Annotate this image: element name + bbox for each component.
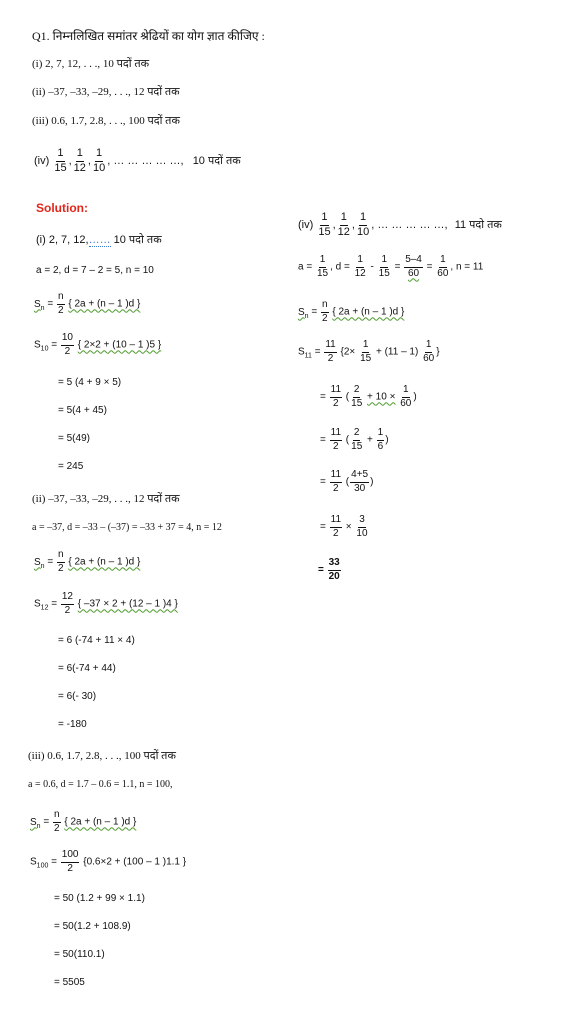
fraction: $\frac{1}{15}$ (318, 211, 331, 238)
fraction: $\frac{n}{2}$ (57, 291, 64, 316)
part-iii-sn-formula: $S_n$ = $\frac{n}{2}$ { 2a + (n – 1 )d } (30, 809, 137, 834)
fraction: $\frac{1}{10}$ (356, 211, 370, 238)
fraction: $\frac{2}{15}$ (351, 427, 363, 452)
question-item-2: (ii) –37, –33, –29, . . ., 12 पदों तक (32, 86, 180, 98)
question-title: Q1. निम्नलिखित समांतर श्रेढियों का योग ज्ञात कीजिए : (32, 29, 265, 43)
fraction: $\frac{1}{12}$ (354, 254, 366, 279)
part-iii-step-4: = 5505 (54, 977, 85, 988)
part-iii-s100: $S_{100}$ = $\frac{100}{2}$ {0.6×2 + (100 – 1 )1.1 } (30, 849, 187, 874)
item-4-suffix: 10 पदों तक (192, 154, 241, 167)
fraction: $\frac{1}{12}$ (337, 211, 350, 238)
item-4-prefix: (iv) (34, 154, 50, 167)
part-ii-step-3: = 6(- 30) (58, 691, 97, 702)
part-ii-given: a = –37, d = –33 – (–37) = –33 + 37 = 4, n = 12 (32, 522, 222, 533)
part-ii-step-2: = 6(-74 + 44) (58, 663, 116, 674)
fraction: $\frac{5-4}{60}$ (405, 254, 422, 279)
fraction: $\frac{11}{2}$ (325, 339, 336, 364)
part-i-s10: $S_{10}$ = $\frac{10}{2}$ { 2×2 + (10 – 1 )5 } (34, 332, 162, 357)
part-iv-s11: $S_{11}$ = $\frac{11}{2}$ {2× $\frac{1}{15}$ + (11 – 1) $\frac{1}{60}$ } (298, 339, 440, 364)
fraction: $\frac{1}{60}$ (400, 384, 412, 409)
fraction: $\frac{11}{2}$ (330, 469, 342, 494)
part-iii-step-2: = 50(1.2 + 108.9) (54, 921, 131, 932)
part-iii-step-1: = 50 (1.2 + 99 × 1.1) (54, 893, 145, 904)
fraction: $\frac{11}{2}$ (330, 427, 342, 452)
part-ii-sn-formula: $S_n$ = $\frac{n}{2}$ { 2a + (n – 1 )d } (34, 549, 141, 574)
ellipsis: …… (88, 234, 111, 246)
part-iv-step-3: = $\frac{11}{2}$ ( $\frac{4+5}{30}$ ) (320, 469, 374, 494)
part-ii-s12: $S_{12}$ = $\frac{12}{2}$ { –37 × 2 + (12 – 1 )4 } (34, 591, 178, 616)
fraction: $\frac{n}{2}$ (53, 809, 60, 834)
fraction: $\frac{1}{10}$ (92, 147, 106, 174)
question-item-4: (iv) $\frac{1}{15}$ , $\frac{1}{12}$ , $\frac{1}{10}$ , … … … … …, 10 पदों तक (34, 147, 241, 174)
fraction: $\frac{n}{2}$ (57, 549, 64, 574)
question-item-1: (i) 2, 7, 12, . . ., 10 पदों तक (32, 58, 150, 70)
part-i-step-4: = 245 (58, 461, 84, 472)
question-item-3: (iii) 0.6, 1.7, 2.8, . . ., 100 पदों तक (32, 115, 180, 127)
part-iii-given: a = 0.6, d = 1.7 – 0.6 = 1.1, n = 100, (28, 779, 173, 790)
part-iii-step-3: = 50(110.1) (54, 949, 105, 960)
part-iv-sn-formula: $S_n$ = $\frac{n}{2}$ { 2a + (n – 1 )d } (298, 299, 405, 324)
fraction: $\frac{3}{10}$ (356, 514, 368, 539)
fraction: $\frac{100}{2}$ (61, 849, 79, 874)
part-iv-given: a = $\frac{1}{15}$ , d = $\frac{1}{12}$ - $\frac{1}{15}$ = $\frac{5-4}{60}$ = $\frac{1}{60}$ , n = 11 (298, 254, 484, 279)
fraction: $\frac{1}{15}$ (316, 254, 329, 279)
part-i-heading: (i) 2, 7, 12,…… 10 पदो तक (36, 234, 162, 246)
part-i-step-1: = 5 (4 + 9 × 5) (58, 377, 122, 388)
part-iv-heading: (iv) $\frac{1}{15}$ , $\frac{1}{12}$ , $\frac{1}{10}$ , … … … … …, 11 पदो तक (298, 211, 502, 238)
fraction: $\frac{1}{15}$ (378, 254, 390, 279)
fraction: $\frac{n}{2}$ (321, 299, 328, 324)
ellipsis: , … … … … …, (107, 154, 184, 167)
fraction: $\frac{33}{20}$ (328, 557, 340, 582)
fraction: $\frac{12}{2}$ (61, 591, 73, 616)
part-ii-step-1: = 6 (-74 + 11 × 4) (58, 635, 135, 646)
fraction: $\frac{1}{6}$ (377, 427, 384, 452)
part-ii-heading: (ii) –37, –33, –29, . . ., 12 पदों तक (32, 493, 180, 505)
solution-label: Solution: (36, 201, 88, 215)
part-ii-step-4: = -180 (58, 719, 87, 730)
part-i-given: a = 2, d = 7 – 2 = 5, n = 10 (36, 265, 154, 276)
fraction: $\frac{11}{2}$ (330, 384, 342, 409)
part-iv-step-4: = $\frac{11}{2}$ × $\frac{3}{10}$ (320, 514, 368, 539)
fraction: $\frac{1}{60}$ (423, 339, 435, 364)
fraction: $\frac{1}{15}$ (360, 339, 372, 364)
part-i-sn-formula: $S_n$ = $\frac{n}{2}$ { 2a + (n – 1 )d } (34, 291, 141, 316)
fraction: $\frac{1}{60}$ (437, 254, 449, 279)
fraction: $\frac{10}{2}$ (61, 332, 73, 357)
part-iv-result: = $\frac{33}{20}$ (318, 557, 340, 582)
part-iii-heading: (iii) 0.6, 1.7, 2.8, . . ., 100 पदों तक (28, 750, 176, 762)
fraction: $\frac{11}{2}$ (330, 514, 342, 539)
fraction: $\frac{1}{15}$ (54, 147, 67, 174)
fraction: $\frac{1}{12}$ (73, 147, 86, 174)
part-i-step-3: = 5(49) (58, 433, 90, 444)
fraction: $\frac{4+5}{30}$ (351, 469, 369, 494)
part-iv-step-2: = $\frac{11}{2}$ ( $\frac{2}{15}$ + $\frac{1}{6}$ ) (320, 427, 389, 452)
part-i-step-2: = 5(4 + 45) (58, 405, 107, 416)
fraction: $\frac{2}{15}$ (351, 384, 363, 409)
part-iv-step-1: = $\frac{11}{2}$ ( $\frac{2}{15}$ + 10 × $\frac{1}{60}$ ) (320, 384, 417, 409)
